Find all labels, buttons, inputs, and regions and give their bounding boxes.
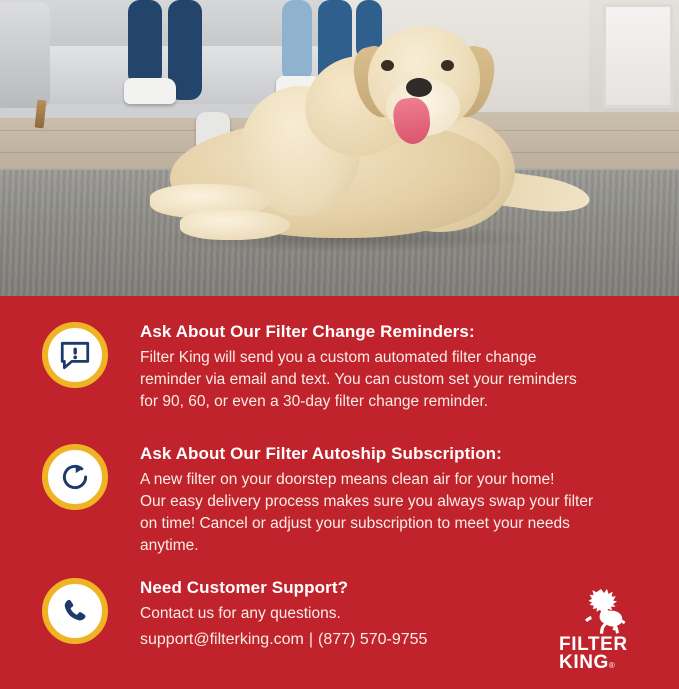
section-2-line-1: A new filter on your doorstep means clean air for your home! bbox=[140, 471, 555, 489]
logo-line-1: FILTER bbox=[559, 633, 628, 655]
section-autoship-subscription bbox=[42, 444, 642, 557]
section-1-line-3: for 90, 60, or even a 30-day filter change reminder. bbox=[140, 393, 489, 411]
section-1-text bbox=[140, 322, 577, 413]
lion-crown-icon bbox=[571, 588, 637, 636]
support-email[interactable]: support@filterking.com bbox=[140, 631, 304, 649]
contact-separator: | bbox=[308, 631, 314, 649]
section-2-line-3: on time! Cancel or adjust your subscription to meet your needs bbox=[140, 515, 570, 533]
info-panel bbox=[0, 296, 679, 689]
contact-line bbox=[140, 631, 427, 649]
section-3-heading: Need Customer Support? bbox=[140, 578, 349, 597]
refresh-cycle-icon bbox=[42, 444, 108, 510]
dog-icon bbox=[150, 26, 570, 276]
section-3-line-1: Contact us for any questions. bbox=[140, 605, 341, 623]
section-1-line-2: reminder via email and text. You can custom set your reminders bbox=[140, 371, 577, 389]
window-icon bbox=[603, 4, 673, 108]
logo-wordmark bbox=[555, 633, 653, 674]
section-1-heading: Ask About Our Filter Change Reminders: bbox=[140, 322, 475, 341]
section-customer-support bbox=[42, 578, 642, 649]
chat-alert-icon bbox=[42, 322, 108, 388]
phone-icon bbox=[42, 578, 108, 644]
section-2-line-2: Our easy delivery process makes sure you always swap your filter bbox=[140, 493, 594, 511]
section-2-heading: Ask About Our Filter Autoship Subscription: bbox=[140, 444, 502, 463]
hero-photo bbox=[0, 0, 679, 296]
section-filter-change-reminders bbox=[42, 322, 642, 413]
section-2-text bbox=[140, 444, 593, 557]
support-phone[interactable]: (877) 570-9755 bbox=[318, 631, 428, 649]
section-2-line-4: anytime. bbox=[140, 537, 199, 555]
logo-trademark: ® bbox=[608, 661, 616, 671]
section-3-text bbox=[140, 578, 427, 649]
logo-line-2: KING bbox=[559, 652, 609, 674]
brand-logo bbox=[555, 587, 653, 673]
section-1-line-1: Filter King will send you a custom automated filter change bbox=[140, 349, 537, 367]
